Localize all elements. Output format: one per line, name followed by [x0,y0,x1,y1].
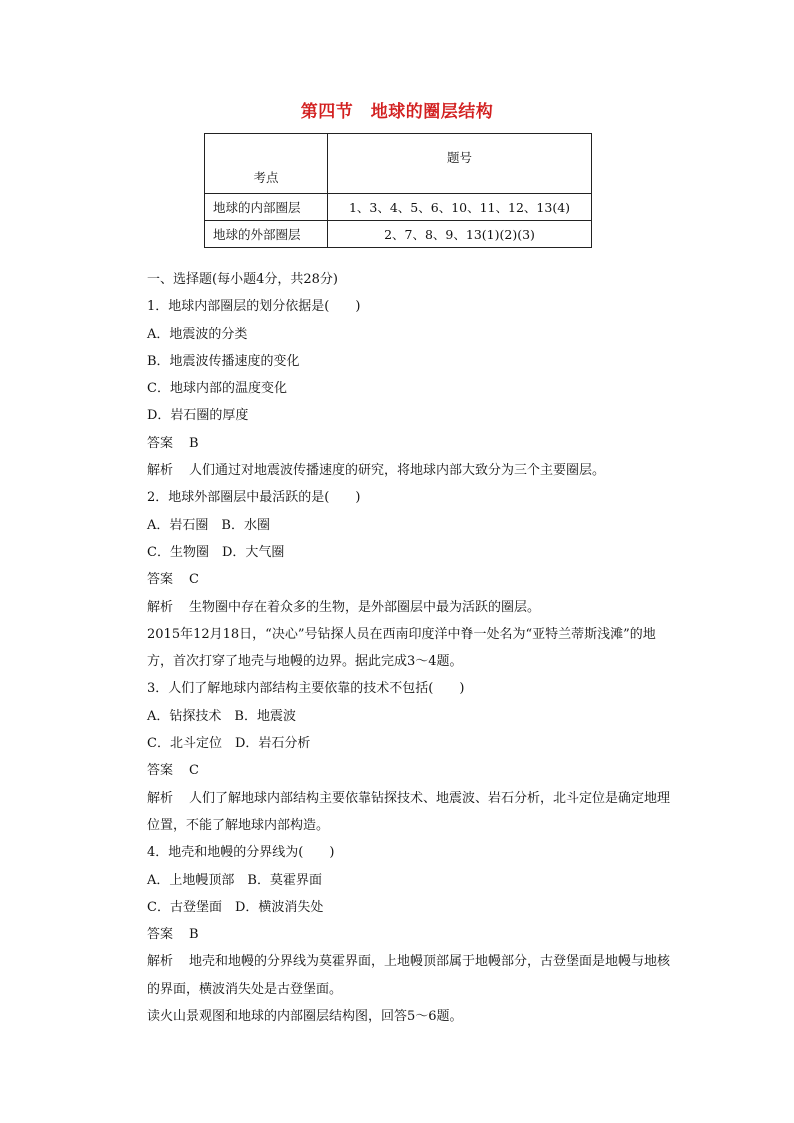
question-option: C．北斗定位 D．岩石分析 [147,736,311,752]
question-stem: 4．地壳和地幔的分界线为( ) [147,845,335,861]
question-option: D．岩石圈的厚度 [147,408,249,424]
question-stem: 2．地球外部圈层中最活跃的是( ) [147,490,361,506]
table-header-question-no: 题号 [328,134,592,194]
answer-value: C [189,763,199,779]
table-row [205,221,592,248]
question-option: A．钻探技术 B．地震波 [147,708,296,724]
question-option: A．岩石圈 B．水圈 [147,517,270,533]
passage-text: 2015年12月18日，“决心”号钻探人员在西南印度洋中脊一处名为“亚特兰蒂斯浅滩”的地方，首次打穿了地壳与地幔的边界。据此完成3～4题。 [147,626,656,670]
question-option: C．地球内部的温度变化 [147,381,287,397]
table-cell-question-no: 1、3、4、5、6、10、11、12、13(4) [328,194,592,221]
analysis-label: 解析 [147,954,174,970]
topic-table [204,133,592,248]
answer-label: 答案 [147,927,174,943]
table-cell-question-no: 2、7、8、9、13(1)(2)(3) [328,221,592,248]
table-cell-topic: 地球的外部圈层 [205,221,328,248]
analysis-text: 人们通过对地震波传播速度的研究，将地球内部大致分为三个主要圈层。 [189,463,606,479]
question-option: C．生物圈 D．大气圈 [147,544,285,560]
question-option: B．地震波传播速度的变化 [147,353,300,369]
answer-line [147,430,681,457]
answer-value: B [189,927,199,943]
table-row [205,194,592,221]
analysis-line [147,948,681,1003]
answer-value: B [189,435,199,451]
question-stem: 1．地球内部圈层的划分依据是( ) [147,299,361,315]
answer-label: 答案 [147,435,174,451]
analysis-text: 人们了解地球内部结构主要依靠钻探技术、地震波、岩石分析，北斗定位是确定地理位置，不能了解地球内部构造。 [147,790,671,833]
section-title: 第四节 地球的圈层结构 [300,102,494,122]
analysis-label: 解析 [147,599,174,615]
answer-line [147,757,681,784]
answer-line [147,921,681,948]
table-header-topic: 考点 [205,134,328,194]
answer-label: 答案 [147,572,174,588]
analysis-text: 生物圈中存在着众多的生物，是外部圈层中最为活跃的圈层。 [189,599,541,615]
answer-label: 答案 [147,763,174,779]
passage-text: 读火山景观图和地球的内部圈层结构图，回答5～6题。 [147,1009,463,1025]
question-option: A．上地幔顶部 B．莫霍界面 [147,872,322,888]
analysis-text: 地壳和地幔的分界线为莫霍界面，上地幔顶部属于地幔部分，古登堡面是地幔与地核的界面，横波消失处是古登堡面。 [147,954,671,997]
answer-value: C [189,572,199,588]
analysis-label: 解析 [147,790,174,806]
analysis-label: 解析 [147,463,174,479]
question-option: C．古登堡面 D．横波消失处 [147,899,324,915]
question-content [147,266,681,1030]
analysis-line [147,457,681,484]
question-option: A．地震波的分类 [147,326,248,342]
table-cell-topic: 地球的内部圈层 [205,194,328,221]
analysis-line [147,594,681,621]
question-stem: 3．人们了解地球内部结构主要依靠的技术不包括( ) [147,681,465,697]
analysis-line [147,785,681,840]
answer-line [147,566,681,593]
section-heading: 一、选择题(每小题4分，共28分) [147,272,338,287]
